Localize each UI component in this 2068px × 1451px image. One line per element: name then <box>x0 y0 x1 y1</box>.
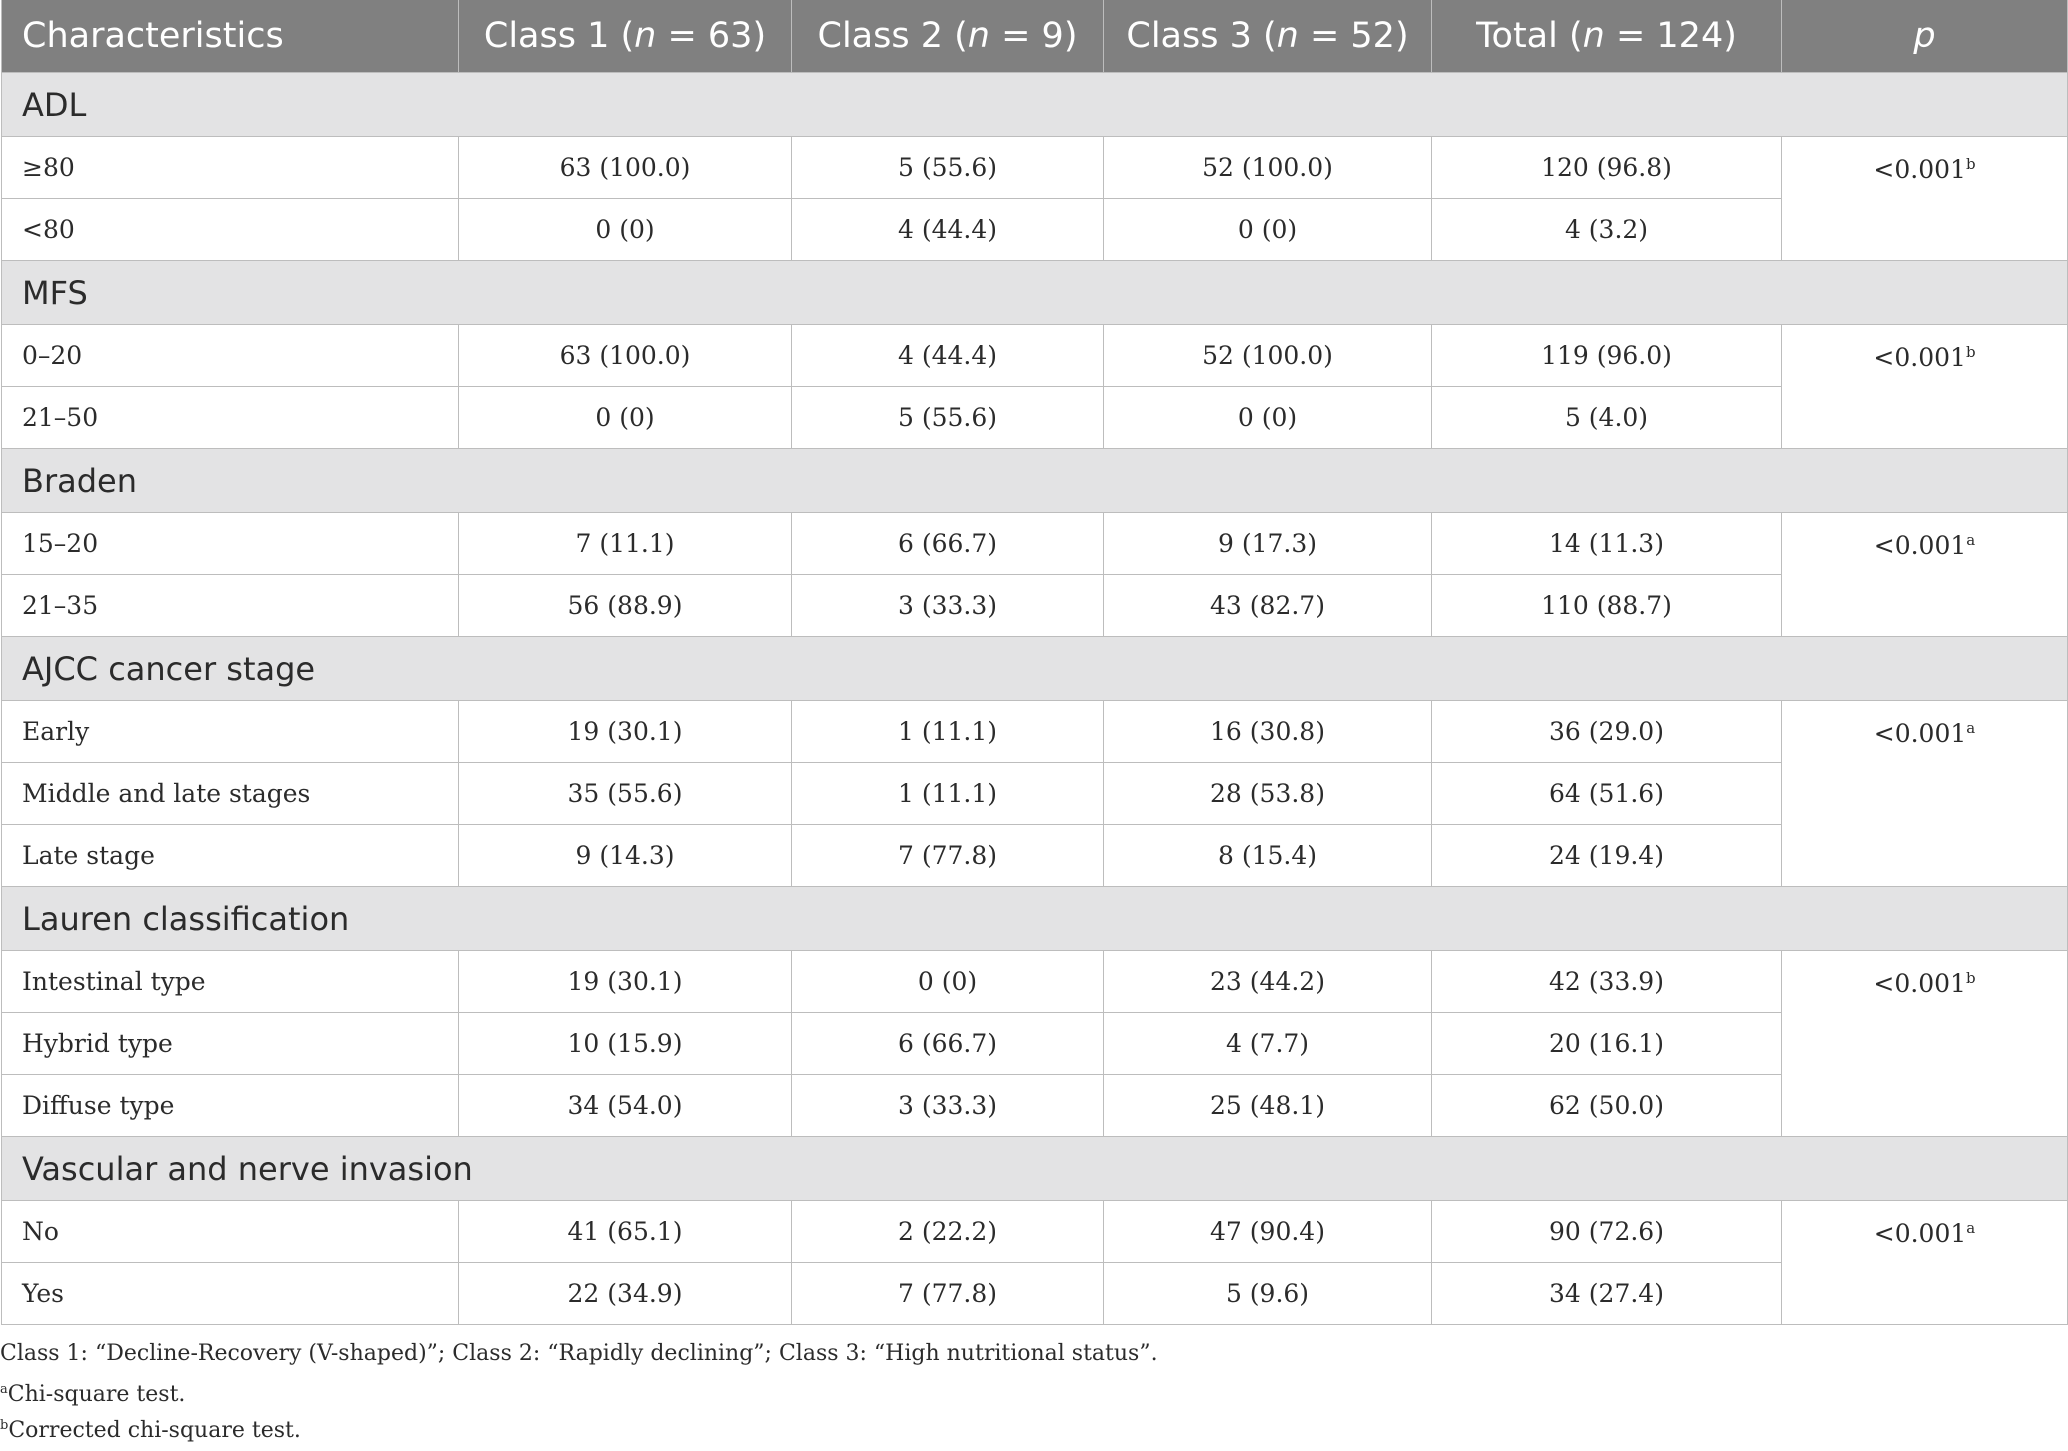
cell-class1: 19 (30.1) <box>459 951 792 1013</box>
footnote-a: $^a$Chi-square test. <box>0 1382 186 1407</box>
p-value: <0.001 <box>1873 531 1967 560</box>
table-row <box>2 137 2068 199</box>
p-value-footnote-mark: a <box>1966 719 1976 737</box>
cell-class3: 25 (48.1) <box>1104 1075 1432 1137</box>
row-label: ≥80 <box>2 137 459 199</box>
header-class-3: Class 3 (n = 52) <box>1104 0 1432 73</box>
header-characteristics: Characteristics <box>2 0 459 73</box>
cell-class1: 63 (100.0) <box>459 137 792 199</box>
cell-class2: 3 (33.3) <box>792 1075 1104 1137</box>
cell-class2: 4 (44.4) <box>792 325 1104 387</box>
section-title: Braden <box>2 449 2068 513</box>
cell-class3: 52 (100.0) <box>1104 137 1432 199</box>
section-title: AJCC cancer stage <box>2 637 2068 701</box>
p-value-cell <box>1782 513 2068 637</box>
header-class-1: Class 1 (n = 63) <box>459 0 792 73</box>
table-row <box>2 1201 2068 1263</box>
table-row <box>2 513 2068 575</box>
cell-total: 14 (11.3) <box>1432 513 1782 575</box>
cell-total: 36 (29.0) <box>1432 701 1782 763</box>
p-value: <0.001 <box>1873 155 1966 184</box>
cell-class1: 34 (54.0) <box>459 1075 792 1137</box>
cell-total: 64 (51.6) <box>1432 763 1782 825</box>
cell-class1: 56 (88.9) <box>459 575 792 637</box>
table-row <box>2 1263 2068 1325</box>
p-value-footnote-mark: b <box>1965 155 1976 173</box>
section-title: ADL <box>2 73 2068 137</box>
cell-class2: 3 (33.3) <box>792 575 1104 637</box>
table-row <box>2 387 2068 449</box>
cell-total: 20 (16.1) <box>1432 1013 1782 1075</box>
cell-total: 5 (4.0) <box>1432 387 1782 449</box>
cell-class1: 9 (14.3) <box>459 825 792 887</box>
cell-total: 34 (27.4) <box>1432 1263 1782 1325</box>
cell-class3: 8 (15.4) <box>1104 825 1432 887</box>
p-value-cell <box>1782 325 2068 449</box>
cell-class2: 0 (0) <box>792 951 1104 1013</box>
table-row <box>2 1075 2068 1137</box>
cell-class3: 9 (17.3) <box>1104 513 1432 575</box>
cell-total: 62 (50.0) <box>1432 1075 1782 1137</box>
section-header-row <box>2 887 2068 951</box>
characteristics-table <box>1 0 2068 1325</box>
table-row <box>2 763 2068 825</box>
p-value: <0.001 <box>1873 719 1967 748</box>
cell-class3: 0 (0) <box>1104 387 1432 449</box>
p-value-cell <box>1782 951 2068 1137</box>
cell-class1: 35 (55.6) <box>459 763 792 825</box>
cell-class3: 16 (30.8) <box>1104 701 1432 763</box>
p-value: <0.001 <box>1873 343 1966 372</box>
section-title: MFS <box>2 261 2068 325</box>
table-row <box>2 199 2068 261</box>
table-row <box>2 1013 2068 1075</box>
table-row <box>2 951 2068 1013</box>
cell-total: 110 (88.7) <box>1432 575 1782 637</box>
row-label: Yes <box>2 1263 459 1325</box>
cell-class2: 6 (66.7) <box>792 513 1104 575</box>
cell-class2: 7 (77.8) <box>792 1263 1104 1325</box>
cell-class1: 0 (0) <box>459 387 792 449</box>
cell-class1: 22 (34.9) <box>459 1263 792 1325</box>
section-header-row <box>2 1137 2068 1201</box>
cell-class3: 43 (82.7) <box>1104 575 1432 637</box>
p-value: <0.001 <box>1873 969 1966 998</box>
cell-class1: 41 (65.1) <box>459 1201 792 1263</box>
cell-class2: 7 (77.8) <box>792 825 1104 887</box>
p-value: <0.001 <box>1873 1219 1967 1248</box>
header-total: Total (n = 124) <box>1432 0 1782 73</box>
section-header-row <box>2 73 2068 137</box>
cell-class3: 23 (44.2) <box>1104 951 1432 1013</box>
cell-class3: 52 (100.0) <box>1104 325 1432 387</box>
section-title: Lauren classification <box>2 887 2068 951</box>
p-value-footnote-mark: a <box>1966 531 1976 549</box>
header-p-value: p <box>1782 0 2068 73</box>
row-label: Early <box>2 701 459 763</box>
table-body <box>2 73 2068 1325</box>
cell-total: 119 (96.0) <box>1432 325 1782 387</box>
p-value-cell <box>1782 137 2068 261</box>
p-value-footnote-mark: a <box>1966 1219 1976 1237</box>
cell-total: 42 (33.9) <box>1432 951 1782 1013</box>
cell-class1: 63 (100.0) <box>459 325 792 387</box>
cell-class3: 4 (7.7) <box>1104 1013 1432 1075</box>
cell-class2: 6 (66.7) <box>792 1013 1104 1075</box>
cell-class1: 7 (11.1) <box>459 513 792 575</box>
header-row <box>2 0 2068 73</box>
cell-class3: 5 (9.6) <box>1104 1263 1432 1325</box>
table-row <box>2 701 2068 763</box>
cell-class3: 47 (90.4) <box>1104 1201 1432 1263</box>
row-label: 15–20 <box>2 513 459 575</box>
row-label: 21–35 <box>2 575 459 637</box>
footnote-class-definitions: Class 1: “Decline-Recovery (V-shaped)”; Class 2: “Rapidly declining”; Class 3: “High nutritional status”. <box>0 1341 1158 1366</box>
row-label: Late stage <box>2 825 459 887</box>
cell-class2: 1 (11.1) <box>792 701 1104 763</box>
row-label: 21–50 <box>2 387 459 449</box>
table-row <box>2 825 2068 887</box>
p-value-footnote-mark: b <box>1965 969 1976 987</box>
section-title: Vascular and nerve invasion <box>2 1137 2068 1201</box>
section-header-row <box>2 637 2068 701</box>
cell-class2: 2 (22.2) <box>792 1201 1104 1263</box>
section-header-row <box>2 449 2068 513</box>
cell-total: 24 (19.4) <box>1432 825 1782 887</box>
cell-total: 90 (72.6) <box>1432 1201 1782 1263</box>
p-value-footnote-mark: b <box>1965 343 1976 361</box>
cell-class1: 0 (0) <box>459 199 792 261</box>
row-label: 0–20 <box>2 325 459 387</box>
row-label: Diffuse type <box>2 1075 459 1137</box>
cell-class2: 4 (44.4) <box>792 199 1104 261</box>
cell-class2: 5 (55.6) <box>792 137 1104 199</box>
section-header-row <box>2 261 2068 325</box>
cell-total: 4 (3.2) <box>1432 199 1782 261</box>
p-value-cell <box>1782 1201 2068 1325</box>
table-row <box>2 325 2068 387</box>
row-label: Hybrid type <box>2 1013 459 1075</box>
cell-total: 120 (96.8) <box>1432 137 1782 199</box>
cell-class1: 19 (30.1) <box>459 701 792 763</box>
row-label: No <box>2 1201 459 1263</box>
cell-class3: 28 (53.8) <box>1104 763 1432 825</box>
row-label: Intestinal type <box>2 951 459 1013</box>
table-row <box>2 575 2068 637</box>
cell-class3: 0 (0) <box>1104 199 1432 261</box>
p-value-cell <box>1782 701 2068 887</box>
footnote-b: $^b$Corrected chi-square test. <box>0 1418 301 1443</box>
header-class-2: Class 2 (n = 9) <box>792 0 1104 73</box>
table-footnotes <box>0 1336 1158 1444</box>
cell-class2: 1 (11.1) <box>792 763 1104 825</box>
cell-class2: 5 (55.6) <box>792 387 1104 449</box>
row-label: Middle and late stages <box>2 763 459 825</box>
cell-class1: 10 (15.9) <box>459 1013 792 1075</box>
row-label: <80 <box>2 199 459 261</box>
